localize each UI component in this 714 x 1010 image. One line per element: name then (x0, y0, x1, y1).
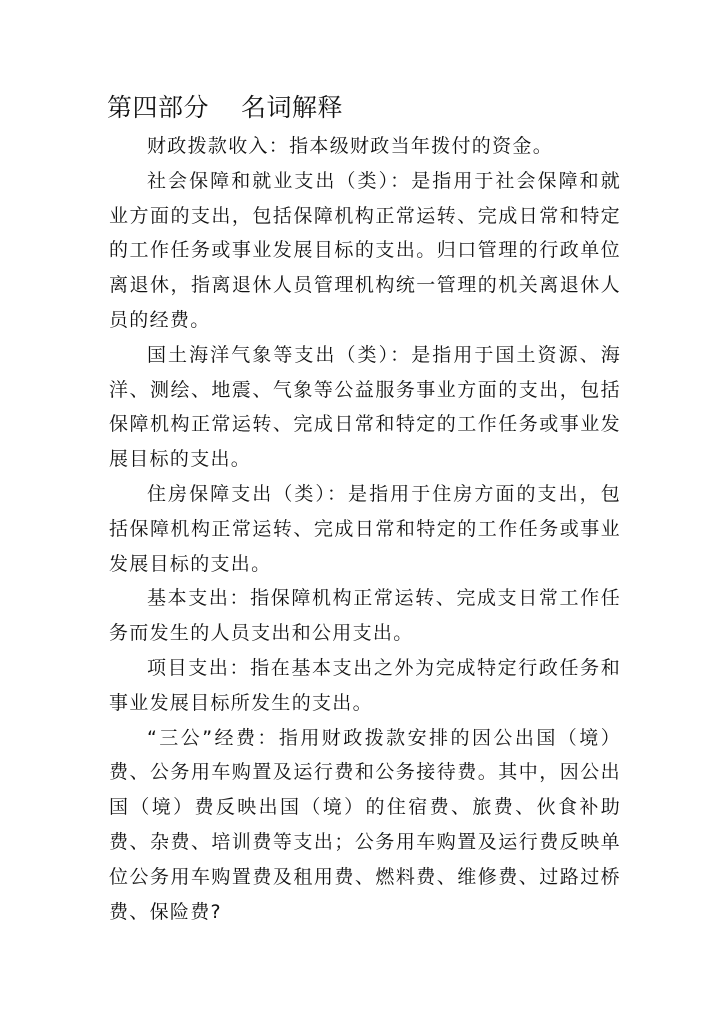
definition-social-security-employment: 社会保障和就业支出（类）：是指用于社会保障和就业方面的支出，包括保障机构正常运转、完成日常和特定的工作任务或事业发展目标的支出。归口管理的行政单位离退休，指离退休人员管理机构统一管理的机关离退休人员的经费。 (109, 169, 621, 331)
definition-fiscal-appropriation-income: 财政拨款收入：指本级财政当年拨付的资金。 (147, 135, 554, 157)
definition-basic-expenditure: 基本支出：指保障机构正常运转、完成支日常工作任务而发生的人员支出和公用支出。 (109, 587, 621, 645)
definition-three-public-expenses: “三公”经费：指用财政拨款安排的因公出国（境）费、公务用车购置及运行费和公务接待费。其中，因公出国（境）费反映出国（境）的住宿费、旅费、伙食补助费、杂费、培训费等支出；公务用车购置及运行费反映单位公务用车购置费及租用费、燃料费、维修费、过路过桥费、保险费? (109, 726, 621, 923)
section-name-label: 名词解释 (241, 93, 344, 122)
definition-land-ocean-meteorology: 国土海洋气象等支出（类）：是指用于国土资源、海洋、测绘、地震、气象等公益服务事业方面的支出，包括保障机构正常运转、完成日常和特定的工作任务或事业发展目标的支出。 (109, 343, 621, 471)
definition-project-expenditure: 项目支出：指在基本支出之外为完成特定行政任务和事业发展目标所发生的支出。 (109, 656, 621, 714)
definition-housing-security: 住房保障支出（类）：是指用于住房方面的支出，包括保障机构正常运转、完成日常和特定的工作任务或事业发展目标的支出。 (109, 482, 621, 575)
section-title (107, 88, 343, 124)
section-part-label: 第四部分 (107, 93, 210, 122)
definitions-body (109, 129, 621, 929)
